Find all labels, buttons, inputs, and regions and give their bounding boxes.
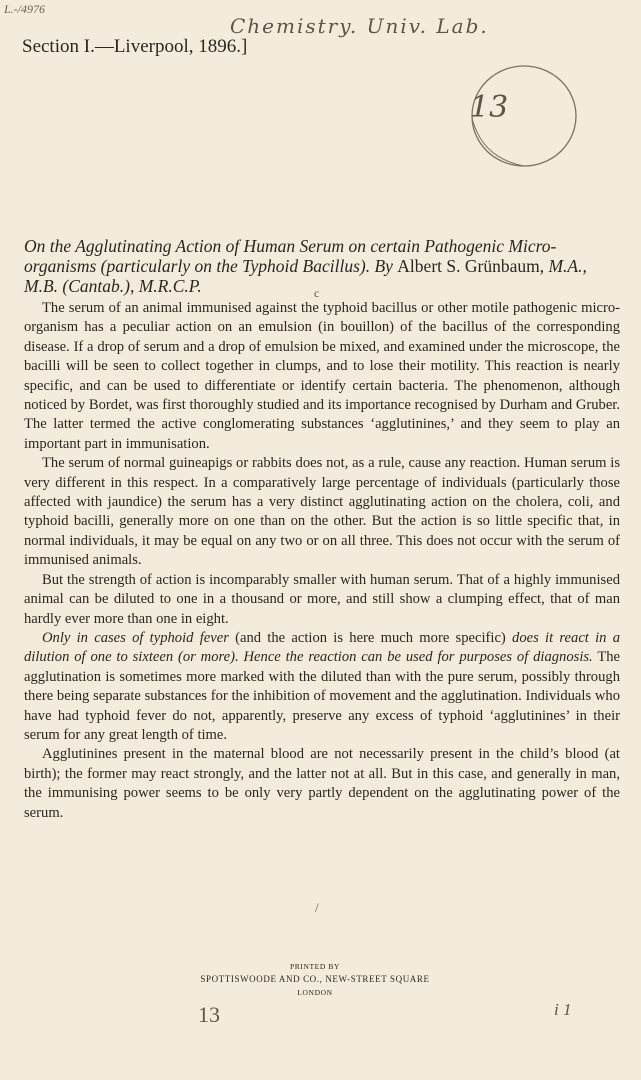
printer-line: PRINTED BY (290, 962, 340, 971)
handwritten-number: i 1 (554, 1000, 572, 1019)
paper-title (24, 236, 622, 296)
paragraph: But the strength of action is incomparably smaller with human serum. That of a highly immunised animal can be diluted to one in a thousand or more, and still show a clumping effect, that of man hardly ever more than one in eight. (24, 571, 620, 627)
paragraph-text: (and the action is here much more specific) (228, 629, 513, 646)
handwritten-note: Chemistry. Univ. Lab. (230, 14, 489, 38)
paragraph-text: The agglutination is sometimes more marked with the diluted than with the pure serum, possibly through there being separate substances for the inhibition of movement and the agglutination. Individuals who have had typhoid fever do not, apparently, preserve any excess of typhoid ‘agglutinines’ in their serum for any great length of time. (24, 649, 621, 743)
edge-mark: L.-/4976 (4, 2, 46, 16)
author-credentials: M.A., M.B. (Cantab.), M.R.C.P. (24, 256, 587, 296)
printer-line: SPOTTISWOODE AND CO., NEW-STREET SQUARE (200, 974, 430, 984)
printer-imprint (80, 960, 550, 999)
emphasis: Only in cases of typhoid fever (42, 629, 229, 646)
handwritten-c-mark: c (314, 286, 320, 300)
handwritten-number: 13 (198, 1002, 220, 1027)
printer-line: LONDON (297, 988, 333, 997)
title-text: On the Agglutinating Action of Human Serum on certain Pathogenic Micro-organisms (particularly on the Typhoid Bacillus). By (24, 236, 557, 276)
handwritten-page-number: 13 (470, 90, 509, 125)
paragraph: The serum of an animal immunised against the typhoid bacillus or other motile pathogenic micro-organism has a peculiar action on an emulsion (in bouillon) of the bacillus of the corresponding disease. If a drop of serum and a drop of emulsion be mixed, and examined under the microscope, the bacilli will be seen to collect together in clumps, and to lose their motility. This reaction is nearly specific, and can be used to differentiate or identify certain bacteria. The phenomenon, although noticed by Bordet, was first thoroughly studied and its importance recognised by Durham and Gruber. The latter termed the active conglomerating substances ‘agglutinines,’ and they seem to play an important part in immunisation. (24, 300, 620, 452)
pencil-mark: / (315, 900, 319, 915)
section-header: Section I.—Liverpool, 1896.] (22, 36, 248, 57)
paragraph: The serum of normal guineapigs or rabbits does not, as a rule, cause any reaction. Human serum is very different in this respect. In a comparatively large percentage of individuals (particularly those affected with jaundice) the serum has a very distinct agglutinating action on the cholera, coli, and typhoid bacilli, generally more on one than on the other. But the action is so little specific that, in normal individuals, it may be equal on any two or on all three. This does not occur with the serum of immunised animals. (24, 455, 620, 569)
article-body (24, 299, 620, 823)
emphasis: does it react in a dilution of one to sixteen (or more). Hence the reaction can be used for purposes of diagnosis. (24, 629, 620, 666)
paragraph: Agglutinines present in the maternal blood are not necessarily present in the child’s blood (at birth); the former may react strongly, and the latter not at all. But in this case, and generally in man, the immunising power seems to be only very partly dependent on the agglutinating power of the serum. (24, 746, 620, 821)
paragraph (24, 629, 620, 745)
author-name: Albert S. Grünbaum, (397, 256, 545, 276)
